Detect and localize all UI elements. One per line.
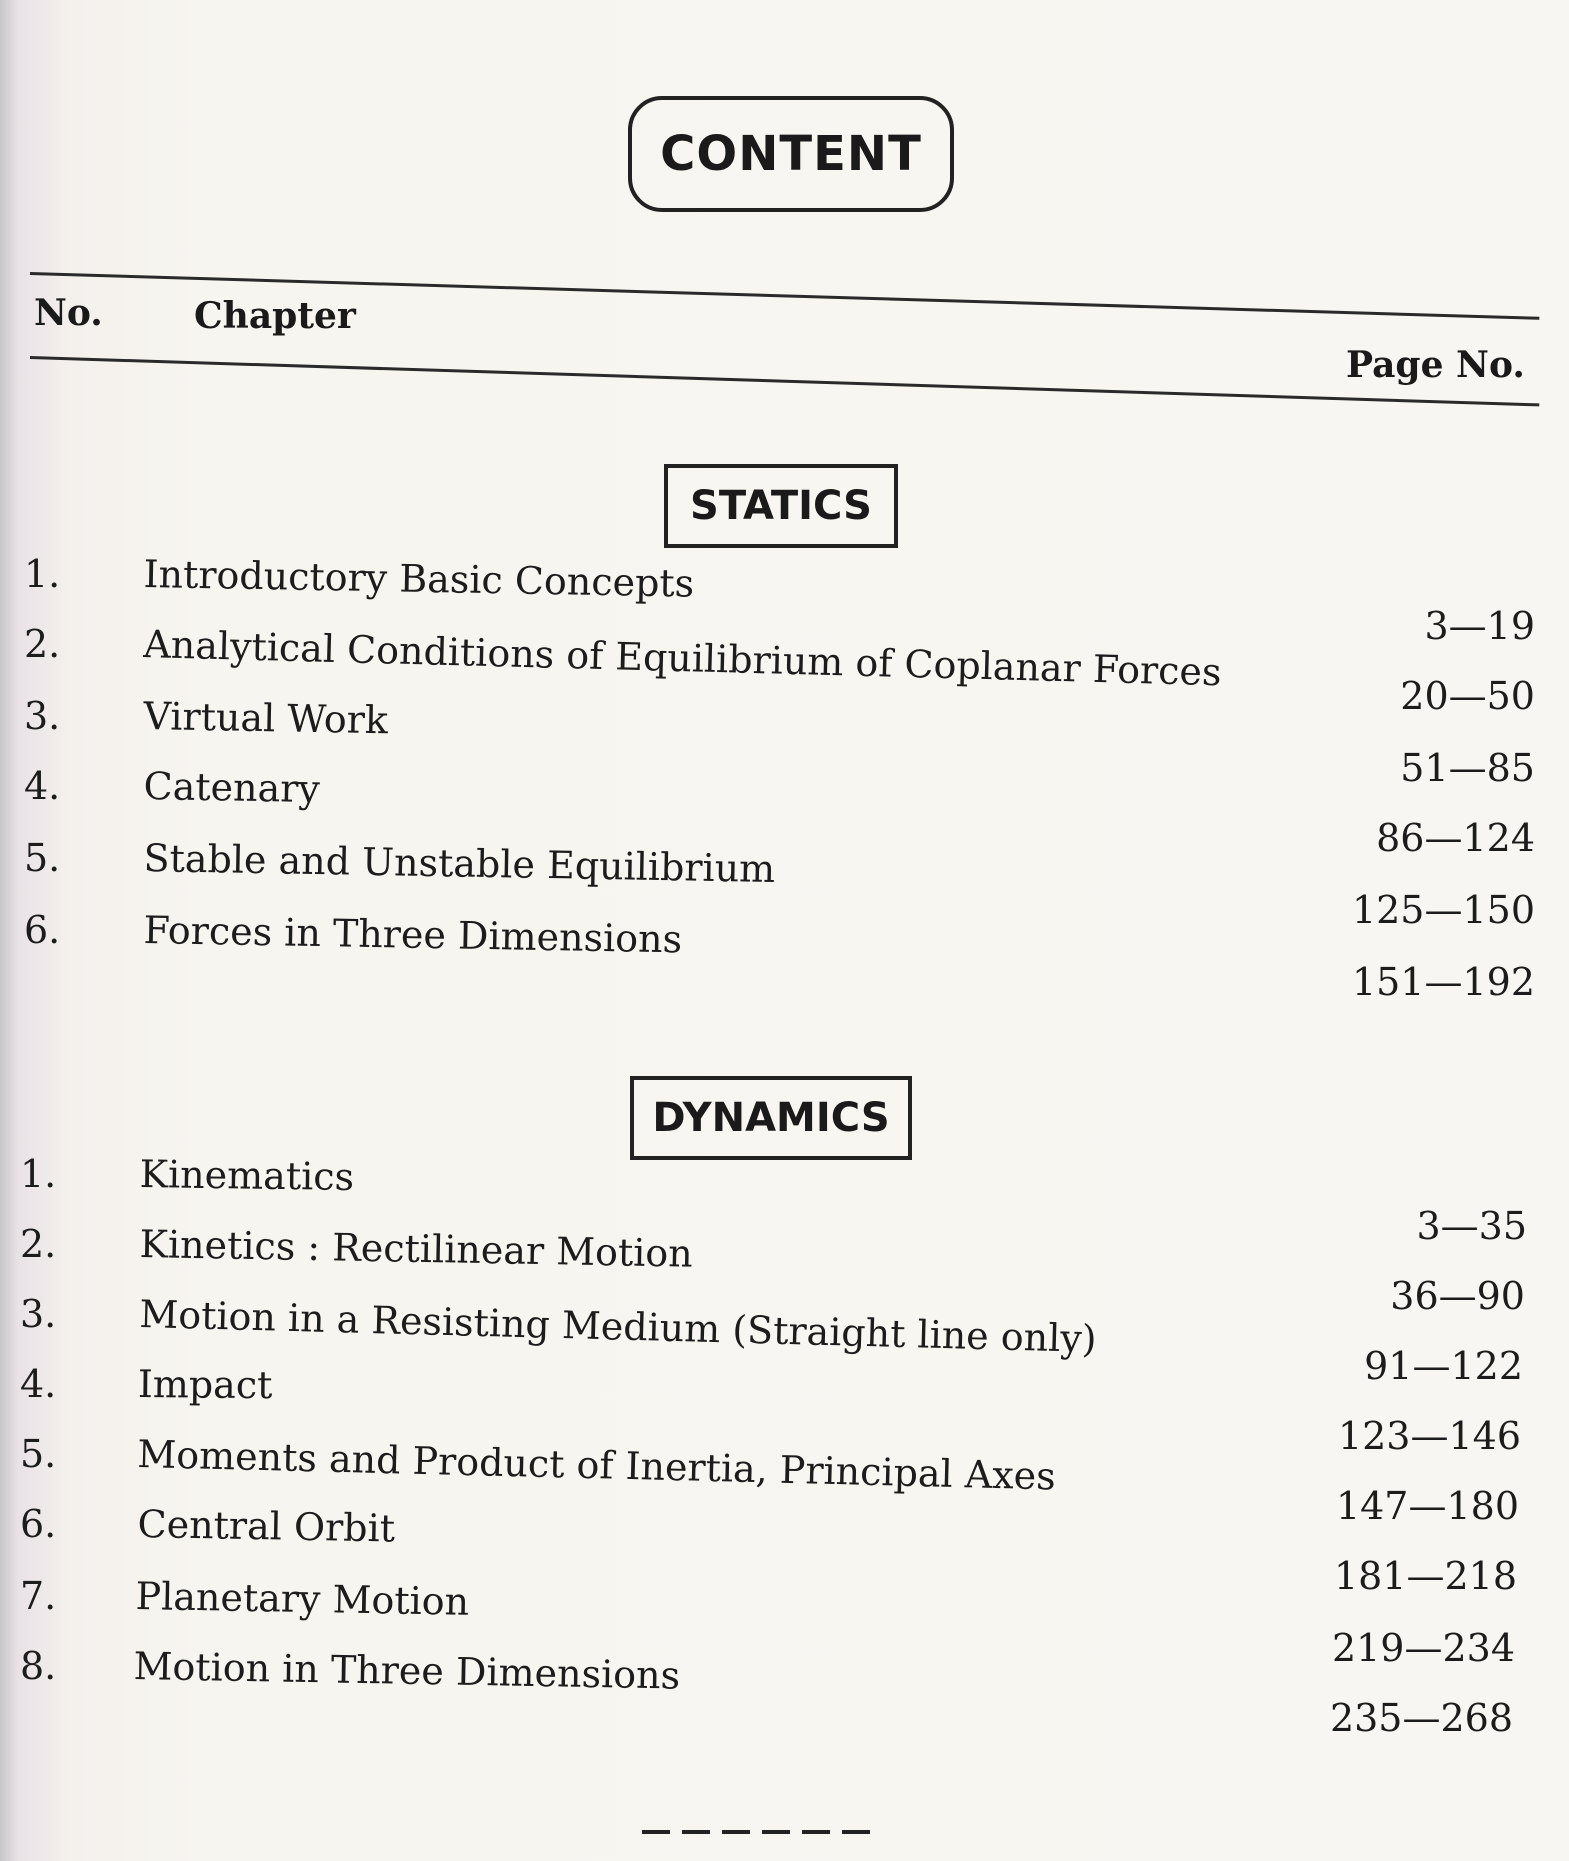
toc-row: [0, 1362, 1569, 1458]
chapter-number: 4.: [20, 1362, 57, 1406]
page-title: CONTENT: [628, 96, 954, 212]
chapter-number: 8.: [20, 1644, 57, 1688]
chapter-title: Planetary Motion: [135, 1574, 470, 1624]
toc-row: [0, 552, 1569, 648]
chapter-title: Forces in Three Dimensions: [143, 908, 683, 962]
chapter-pages: 123—146: [1337, 1414, 1521, 1458]
chapter-number: 7.: [20, 1574, 57, 1618]
chapter-pages: 91—122: [1364, 1344, 1523, 1388]
chapter-pages: 151—192: [1351, 960, 1535, 1004]
section-title-dynamics: DYNAMICS: [630, 1076, 912, 1160]
chapter-title: Virtual Work: [143, 694, 389, 743]
chapter-title: Stable and Unstable Equilibrium: [143, 836, 776, 892]
chapter-number: 6.: [24, 908, 61, 952]
chapter-title: Motion in a Resisting Medium (Straight line only): [138, 1292, 1098, 1362]
chapter-pages: 3—19: [1424, 604, 1535, 648]
chapter-pages: 86—124: [1376, 816, 1535, 860]
header-bottom-rule: [30, 356, 1539, 406]
chapter-number: 2.: [20, 1222, 57, 1266]
chapter-number: 5.: [20, 1432, 57, 1476]
chapter-title: Kinematics: [139, 1152, 355, 1199]
chapter-pages: 3—35: [1416, 1204, 1527, 1248]
chapter-number: 6.: [20, 1502, 57, 1546]
chapter-title: Central Orbit: [137, 1502, 396, 1551]
toc-row: [0, 1152, 1569, 1248]
toc-row: [0, 836, 1569, 932]
chapter-pages: 181—218: [1333, 1554, 1517, 1598]
end-dashes: [642, 1830, 878, 1834]
chapter-number: 3.: [24, 694, 61, 738]
chapter-number: 3.: [20, 1292, 57, 1336]
chapter-pages: 125—150: [1351, 888, 1535, 932]
chapter-pages: 147—180: [1335, 1484, 1519, 1528]
chapter-title: Motion in Three Dimensions: [133, 1644, 681, 1698]
chapter-pages: 51—85: [1400, 746, 1535, 790]
chapter-title: Analytical Conditions of Equilibrium of Coplanar Forces: [142, 622, 1223, 695]
toc-row: [0, 908, 1569, 1004]
chapter-number: 2.: [24, 622, 61, 666]
toc-row: [0, 1222, 1569, 1318]
chapter-title: Impact: [137, 1362, 273, 1408]
toc-row: [0, 764, 1569, 860]
chapter-number: 1.: [20, 1152, 57, 1196]
chapter-title: Kinetics : Rectilinear Motion: [139, 1222, 694, 1276]
toc-row: [0, 622, 1569, 718]
chapter-title: Catenary: [143, 764, 321, 812]
header-page-no: Page No.: [1346, 344, 1525, 386]
chapter-number: 4.: [24, 764, 61, 808]
toc-row: [0, 1502, 1569, 1598]
chapter-title: Moments and Product of Inertia, Principal Axes: [136, 1432, 1057, 1499]
chapter-pages: 219—234: [1331, 1626, 1515, 1670]
chapter-number: 1.: [24, 552, 61, 596]
header-chapter: Chapter: [194, 295, 356, 337]
toc-row: [0, 1574, 1569, 1670]
toc-row: [0, 1644, 1569, 1740]
chapter-pages: 20—50: [1400, 674, 1535, 718]
header-no: No.: [34, 292, 103, 334]
chapter-number: 5.: [24, 836, 61, 880]
chapter-pages: 36—90: [1390, 1274, 1525, 1318]
section-title-statics: STATICS: [664, 464, 898, 548]
chapter-title: Introductory Basic Concepts: [143, 552, 695, 606]
chapter-pages: 235—268: [1329, 1696, 1513, 1740]
